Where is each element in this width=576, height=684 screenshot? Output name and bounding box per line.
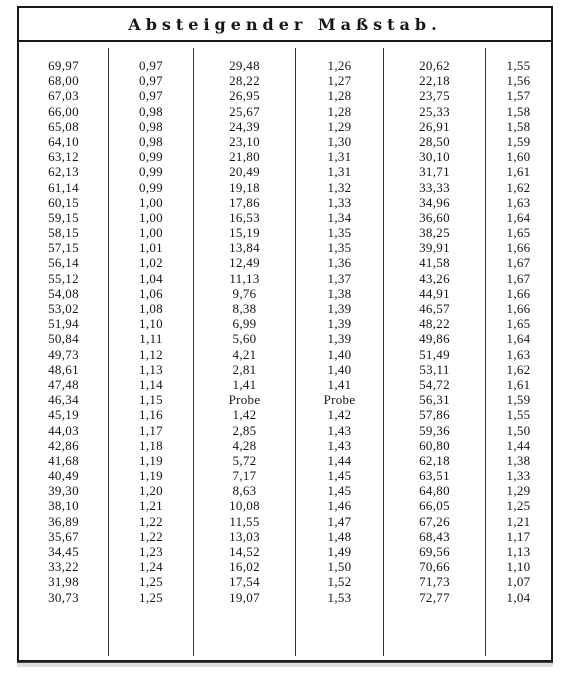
table-cell: 49,73 [48,346,79,362]
table-cell: 1,28 [327,88,352,104]
table-cell: 19,18 [229,179,260,195]
table-cell: 12,49 [229,255,260,271]
table-cell: 5,60 [232,331,257,347]
table-cell: 59,36 [419,422,450,438]
table-cell: 1,22 [139,513,163,529]
table-cell: 1,50 [327,559,352,575]
table-cell: 7,17 [232,468,257,484]
table-cell: 34,96 [419,194,450,210]
table-cell: 60,80 [419,437,450,453]
table-cell: 51,94 [48,316,79,332]
table-cell: 1,42 [327,407,352,423]
table-cell: 50,84 [48,331,79,347]
table-cell: 1,44 [327,452,352,468]
table-column-6 [486,48,551,656]
table-cell: 1,00 [139,209,163,225]
table-cell: 44,91 [419,285,450,301]
table-cell: 11,13 [229,270,260,286]
table-cell: 1,21 [506,513,531,529]
table-cell: 63,51 [419,468,450,484]
table-cell: 11,55 [229,513,260,529]
table-cell: 55,12 [48,270,79,286]
table-cell: 30,73 [48,589,79,605]
table-cell: 0,99 [139,179,163,195]
table-cell: 23,75 [419,88,450,104]
table-cell: 57,15 [48,240,79,256]
table-cell: 53,11 [419,361,450,377]
table-cell: 1,16 [139,407,163,423]
table-cell: 1,40 [327,346,352,362]
table-cell: 1,46 [327,498,352,514]
table-cell: 8,38 [232,301,257,316]
table-cell: 1,18 [139,437,163,453]
table-cell: 47,48 [48,376,79,392]
table-cell: 17,86 [229,194,260,210]
table-cell: 28,50 [419,133,450,149]
table-cell: 1,27 [327,73,352,89]
table-cell: 20,49 [229,164,260,180]
table-cell: 1,31 [327,164,352,180]
table-cell: 1,10 [139,316,163,332]
table-cell: 22,18 [419,73,450,89]
table-cell: 1,25 [139,574,163,590]
table-cell: 30,10 [419,149,450,165]
table-cell: 49,86 [419,331,450,347]
table-cell: 13,03 [229,528,260,544]
table-cell: 1,13 [506,544,531,559]
table-cell: 1,19 [139,468,163,484]
table-cell: 25,33 [419,103,450,119]
table-column-1 [19,48,109,656]
table-cell: 1,56 [506,73,531,89]
table-cell: 1,41 [327,376,352,392]
table-cell: 1,42 [232,407,257,423]
table-cell: 44,03 [48,422,79,438]
table-cell: 1,45 [327,468,352,484]
table-cell: 1,40 [327,361,352,377]
table-cell: 0,97 [139,58,163,73]
table-cell: 0,99 [139,149,163,165]
table-cell: 69,97 [48,58,79,73]
table-cell: 6,99 [232,316,257,332]
table-cell: 1,39 [327,301,352,316]
table-cell: 1,04 [139,270,163,286]
table-cell: 1,06 [139,285,163,301]
table-cell: 0,98 [139,118,163,134]
table-cell: 1,59 [506,133,531,149]
table-cell: 1,31 [327,149,352,165]
table-cell: 38,25 [419,225,450,241]
table-cell: 46,57 [419,301,450,316]
table-cell: 1,12 [139,346,163,362]
table-cell: 45,19 [48,407,79,423]
table-cell: 72,77 [419,589,450,605]
table-cell: 1,63 [506,194,531,210]
table-cell: 1,26 [327,58,352,73]
table-cell: 19,07 [229,589,260,605]
table-cell: 1,14 [139,376,163,392]
table-cell: 33,22 [48,559,79,575]
table-cell: 1,61 [506,164,531,180]
table-cell: 31,71 [419,164,450,180]
table-cell: 1,02 [139,255,163,271]
table-cell: 1,45 [327,483,352,499]
table-cell: 38,10 [48,498,79,514]
table-cell: 1,35 [327,240,352,256]
table-cell: 65,08 [48,118,79,134]
table-column-4 [296,48,384,656]
table-title: Absteigender Maßstab. [19,8,551,42]
table-cell: 1,17 [139,422,163,438]
table-cell: 35,67 [48,528,79,544]
table-cell: 1,29 [327,118,352,134]
table-cell: 2,85 [232,422,257,438]
table-cell: 70,66 [419,559,450,575]
table-cell: 1,36 [327,255,352,271]
table-cell: 1,32 [327,179,352,195]
table-cell: 1,48 [327,528,352,544]
table-cell: 1,07 [506,574,531,590]
table-cell: 1,60 [506,149,531,165]
table-cell: 1,35 [327,225,352,241]
table-cell: 1,23 [139,544,163,559]
table-cell: 1,66 [506,301,531,316]
table-cell: 26,95 [229,88,260,104]
table-cell: 1,44 [506,437,531,453]
table-cell: 1,50 [506,422,531,438]
table-column-5 [384,48,486,656]
table-cell: 1,43 [327,422,352,438]
table-cell: 1,29 [506,483,531,499]
table-cell: 1,20 [139,483,163,499]
table-cell: 41,68 [48,452,79,468]
table-cell: 62,18 [419,452,450,468]
table-cell: 1,33 [506,468,531,484]
table-cell: 34,45 [48,544,79,559]
table-cell: 1,28 [327,103,352,119]
table-cell: 48,22 [419,316,450,332]
table-cell: 1,00 [139,225,163,241]
table-cell: 8,63 [232,483,257,499]
table-cell: 66,05 [419,498,450,514]
table-cell: 1,55 [506,58,531,73]
table-cell: 1,47 [327,513,352,529]
table-cell: 0,97 [139,88,163,104]
table-cell: 1,49 [327,544,352,559]
table-cell: 4,28 [232,437,257,453]
table-cell: 1,61 [506,376,531,392]
table-cell: 1,57 [506,88,531,104]
table-cell: Probe [228,392,261,408]
table-cell: 67,26 [419,513,450,529]
table-cell: 68,00 [48,73,79,89]
table-cell: 9,76 [232,285,257,301]
table-cell: 1,38 [327,285,352,301]
table-cell: 64,80 [419,483,450,499]
table-cell: 1,67 [506,270,531,286]
table-cell: 16,53 [229,209,260,225]
table-cell: 1,10 [506,559,531,575]
table-cell: 1,65 [506,316,531,332]
table-cell: 48,61 [48,361,79,377]
table-cell: 1,64 [506,209,531,225]
table-cell: 54,72 [419,376,450,392]
table-cell: 13,84 [229,240,260,256]
table-cell: 71,73 [419,574,450,590]
table-cell: 67,03 [48,88,79,104]
table-cell: 1,34 [327,209,352,225]
table-cell: 56,31 [419,392,450,408]
table-cell: 39,91 [419,240,450,256]
table-frame [17,6,553,662]
table-cell: 20,62 [419,58,450,73]
table-cell: 1,62 [506,361,531,377]
table-cell: 40,49 [48,468,79,484]
table-cell: 0,99 [139,164,163,180]
table-cell: 16,02 [229,559,260,575]
table-column-2 [109,48,194,656]
table-cell: 1,59 [506,392,531,408]
table-cell: 63,12 [48,149,79,165]
table-cell: 1,58 [506,118,531,134]
table-cell: 4,21 [232,346,257,362]
table-cell: 1,11 [139,331,163,347]
table-cell: 62,13 [48,164,79,180]
table-cell: 1,41 [232,376,257,392]
table-cell: 1,15 [139,392,163,408]
table-cell: 21,80 [229,149,260,165]
table-cell: 1,04 [506,589,531,605]
table-cell: 0,97 [139,73,163,89]
table-cell: 1,53 [327,589,352,605]
table-cell: 1,22 [139,528,163,544]
table-cell: 1,33 [327,194,352,210]
table-cell: 15,19 [229,225,260,241]
table-cell: Probe [323,392,356,408]
table-cell: 1,52 [327,574,352,590]
table-cell: 14,52 [229,544,260,559]
table-cell: 1,66 [506,240,531,256]
table-cell: 2,81 [232,361,257,377]
table-cell: 23,10 [229,133,260,149]
table-cell: 33,33 [419,179,450,195]
table-cell: 1,19 [139,452,163,468]
table-cell: 25,67 [229,103,260,119]
table-cell: 1,64 [506,331,531,347]
table-cell: 31,98 [48,574,79,590]
table-cell: 0,98 [139,133,163,149]
table-cell: 1,66 [506,285,531,301]
table-cell: 36,89 [48,513,79,529]
table-cell: 1,63 [506,346,531,362]
table-cell: 58,15 [48,225,79,241]
table-cell: 1,24 [139,559,163,575]
table-cell: 1,13 [139,361,163,377]
table-cell: 1,65 [506,225,531,241]
table-cell: 36,60 [419,209,450,225]
table-cell: 5,72 [232,452,257,468]
table-cell: 1,17 [506,528,531,544]
table-cell: 41,58 [419,255,450,271]
table-cell: 39,30 [48,483,79,499]
table-cell: 66,00 [48,103,79,119]
table-cell: 54,08 [48,285,79,301]
table-cell: 1,43 [327,437,352,453]
table-cell: 10,08 [229,498,260,514]
table-cell: 1,25 [506,498,531,514]
table-cell: 29,48 [229,58,260,73]
bottom-rule [17,662,553,667]
table-cell: 69,56 [419,544,450,559]
table-cell: 1,30 [327,133,352,149]
table-cell: 1,58 [506,103,531,119]
table-cell: 1,21 [139,498,163,514]
data-table [19,48,551,656]
table-cell: 68,43 [419,528,450,544]
table-cell: 0,98 [139,103,163,119]
table-cell: 17,54 [229,574,260,590]
table-cell: 1,62 [506,179,531,195]
table-cell: 1,37 [327,270,352,286]
table-cell: 64,10 [48,133,79,149]
table-cell: 57,86 [419,407,450,423]
table-cell: 1,01 [139,240,163,256]
table-cell: 1,08 [139,301,163,316]
table-cell: 1,67 [506,255,531,271]
table-cell: 42,86 [48,437,79,453]
table-cell: 1,39 [327,331,352,347]
table-cell: 24,39 [229,118,260,134]
table-cell: 28,22 [229,73,260,89]
table-cell: 46,34 [48,392,79,408]
table-cell: 53,02 [48,301,79,316]
table-cell: 26,91 [419,118,450,134]
table-cell: 1,55 [506,407,531,423]
table-cell: 61,14 [48,179,79,195]
table-cell: 43,26 [419,270,450,286]
table-cell: 60,15 [48,194,79,210]
table-column-3 [194,48,296,656]
table-cell: 51,49 [419,346,450,362]
table-cell: 1,25 [139,589,163,605]
table-cell: 56,14 [48,255,79,271]
table-cell: 1,39 [327,316,352,332]
table-cell: 1,38 [506,452,531,468]
table-cell: 1,00 [139,194,163,210]
table-cell: 59,15 [48,209,79,225]
